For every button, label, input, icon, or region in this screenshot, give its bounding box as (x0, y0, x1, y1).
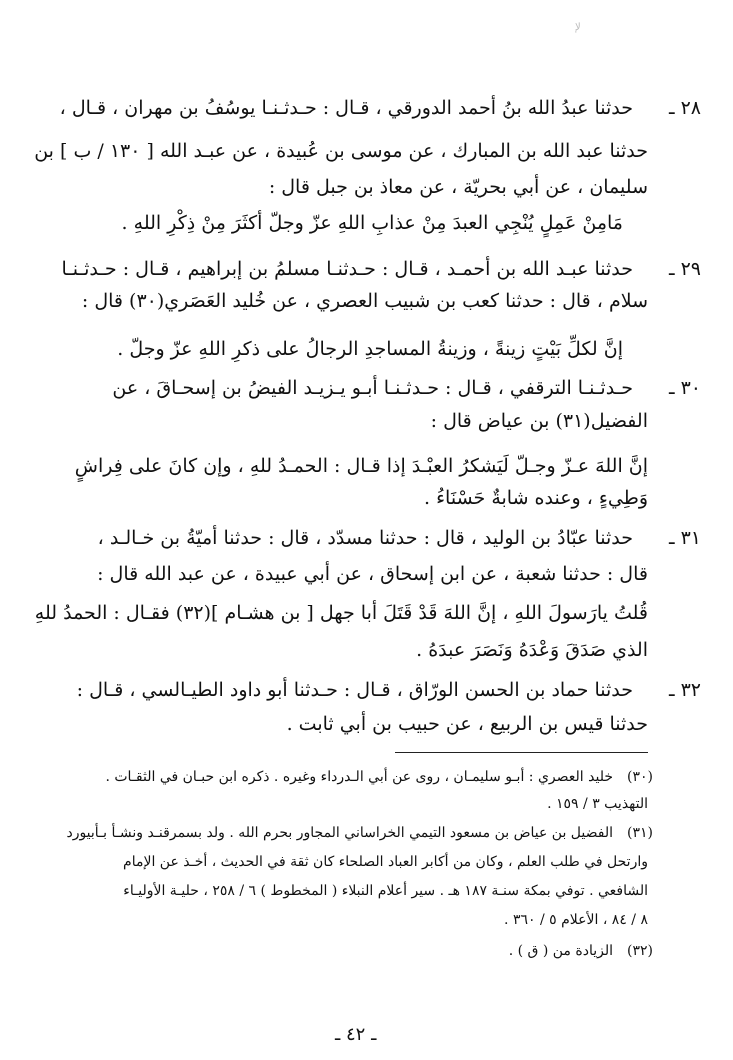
hadith-number: ٣١ ـ (668, 527, 701, 549)
footnote-line: الفضيل بن عياض بن مسعود التيمي الخراساني المجاور بحرم الله . ولد بسمرقنـد ونشـأ بـأبيورد (66, 825, 613, 841)
corner-mark: ﻹ (575, 22, 581, 33)
text-line: حدثنا عبدُ الله بنُ أحمد الدورقي ، قـال : حـدثـنـا يوسُفُ بن مهران ، قـال ، (59, 97, 633, 119)
hadith-number: ٢٨ ـ (668, 97, 701, 119)
footnote-line: التهذيب ٣ / ١٥٩ . (547, 796, 648, 812)
text-line: حدثنا عبـد الله بن أحمـد ، قـال : حـدثنـا مسلمُ بن إبراهيم ، قـال : حـدثـنـا (61, 258, 633, 280)
hadith-number: ٣٠ ـ (668, 377, 701, 399)
text-line: حدثنا قيس بن الربيع ، عن حبيب بن أبي ثابت . (286, 713, 648, 735)
hadith-quote: وَطِيءٍ ، وعنده شابةٌ حَسْنَاءُ . (424, 487, 648, 509)
hadith-quote: قُلتُ يارَسولَ اللهِ ، إنَّ اللهَ قَدْ قَتَلَ أبا جهل [ بن هشـام ](٣٢) فقـال : الحمدُ للهِ (34, 602, 648, 624)
footnote-line: الزيادة من ( ق ) . (508, 943, 613, 959)
footnote-line: وارتحل في طلب العلم ، وكان من أكابر العباد الصلحاء كان ثقة في الحديث ، أخـذ عن الإمام (123, 854, 648, 870)
text-line: قال : حدثنا شعبة ، عن ابن إسحاق ، عن أبي عبيدة ، عن عبد الله قال : (97, 563, 648, 585)
footnote-line: ٨ / ٨٤ ، الأعلام ٥ / ٣٦٠ . (504, 912, 648, 928)
text-line: حـدثـنـا الترقفي ، قـال : حـدثـنـا أبـو يـزيـد الفيضُ بن إسحـاقَ ، عن (112, 377, 633, 399)
hadith-quote: الذي صَدَقَ وَعْدَهُ وَنَصَرَ عبدَهُ . (416, 639, 648, 661)
hadith-number: ٣٢ ـ (668, 679, 701, 701)
text-line: سليمان ، عن أبي بحريّة ، عن معاذ بن جبل قال : (268, 176, 648, 198)
text-line: الفضيل(٣١) بن عياض قال : (430, 410, 648, 432)
text-line: حدثنا عبّادُ بن الوليد ، قال : حدثنا مسدّد ، قال : حدثنا أميّةُ بن خـالـد ، (97, 527, 633, 549)
page-number: ـ ٤٢ ـ (335, 1024, 377, 1045)
footnote-line: خليد العصري : أبـو سليمـان ، روى عن أبي الـدرداء وغيره . ذكره ابن حبـان في الثقـات . (105, 769, 613, 785)
text-line: حدثنا حماد بن الحسن الورّاق ، قـال : حـدثنا أبو داود الطيـالسي ، قـال : (76, 679, 633, 701)
footnote-number: (٣٢) (627, 943, 653, 959)
text-line: سلام ، قال : حدثنا كعب بن شبيب العصري ، عن خُليد العَصَري(٣٠) قال : (81, 290, 648, 312)
footnote-number: (٣١) (627, 825, 653, 841)
footnote-line: الشافعي . توفي بمكة سنـة ١٨٧ هـ . سير أعلام النبلاء ( المخطوط ) ٦ / ٢٥٨ ، حليـة الأوليـاء (123, 883, 648, 899)
text-line: حدثنا عبد الله بن المبارك ، عن موسى بن عُبيدة ، عن عبـد الله [ ١٣٠ / ب ] بن (34, 140, 648, 162)
footnote-number: (٣٠) (627, 769, 653, 785)
hadith-number: ٢٩ ـ (668, 258, 701, 280)
hadith-quote: مَامِنْ عَمِلٍ يُنْجِي العبدَ مِنْ عذابِ اللهِ عزّ وجلّ أكثَرَ مِنْ ذِكْرِ اللهِ . (121, 212, 623, 234)
footnote-divider (395, 752, 648, 753)
hadith-quote: إنَّ لكلِّ بَيْتٍ زينةً ، وزينةُ المساجدِ الرجالُ على ذكرِ اللهِ عزّ وجلّ . (117, 338, 623, 360)
hadith-quote: إنَّ اللهَ عـزّ وجـلّ لَيَشكرُ العبْـدَ إذا قـال : الحمـدُ للهِ ، وإن كانَ على فِراشٍ (74, 455, 648, 477)
